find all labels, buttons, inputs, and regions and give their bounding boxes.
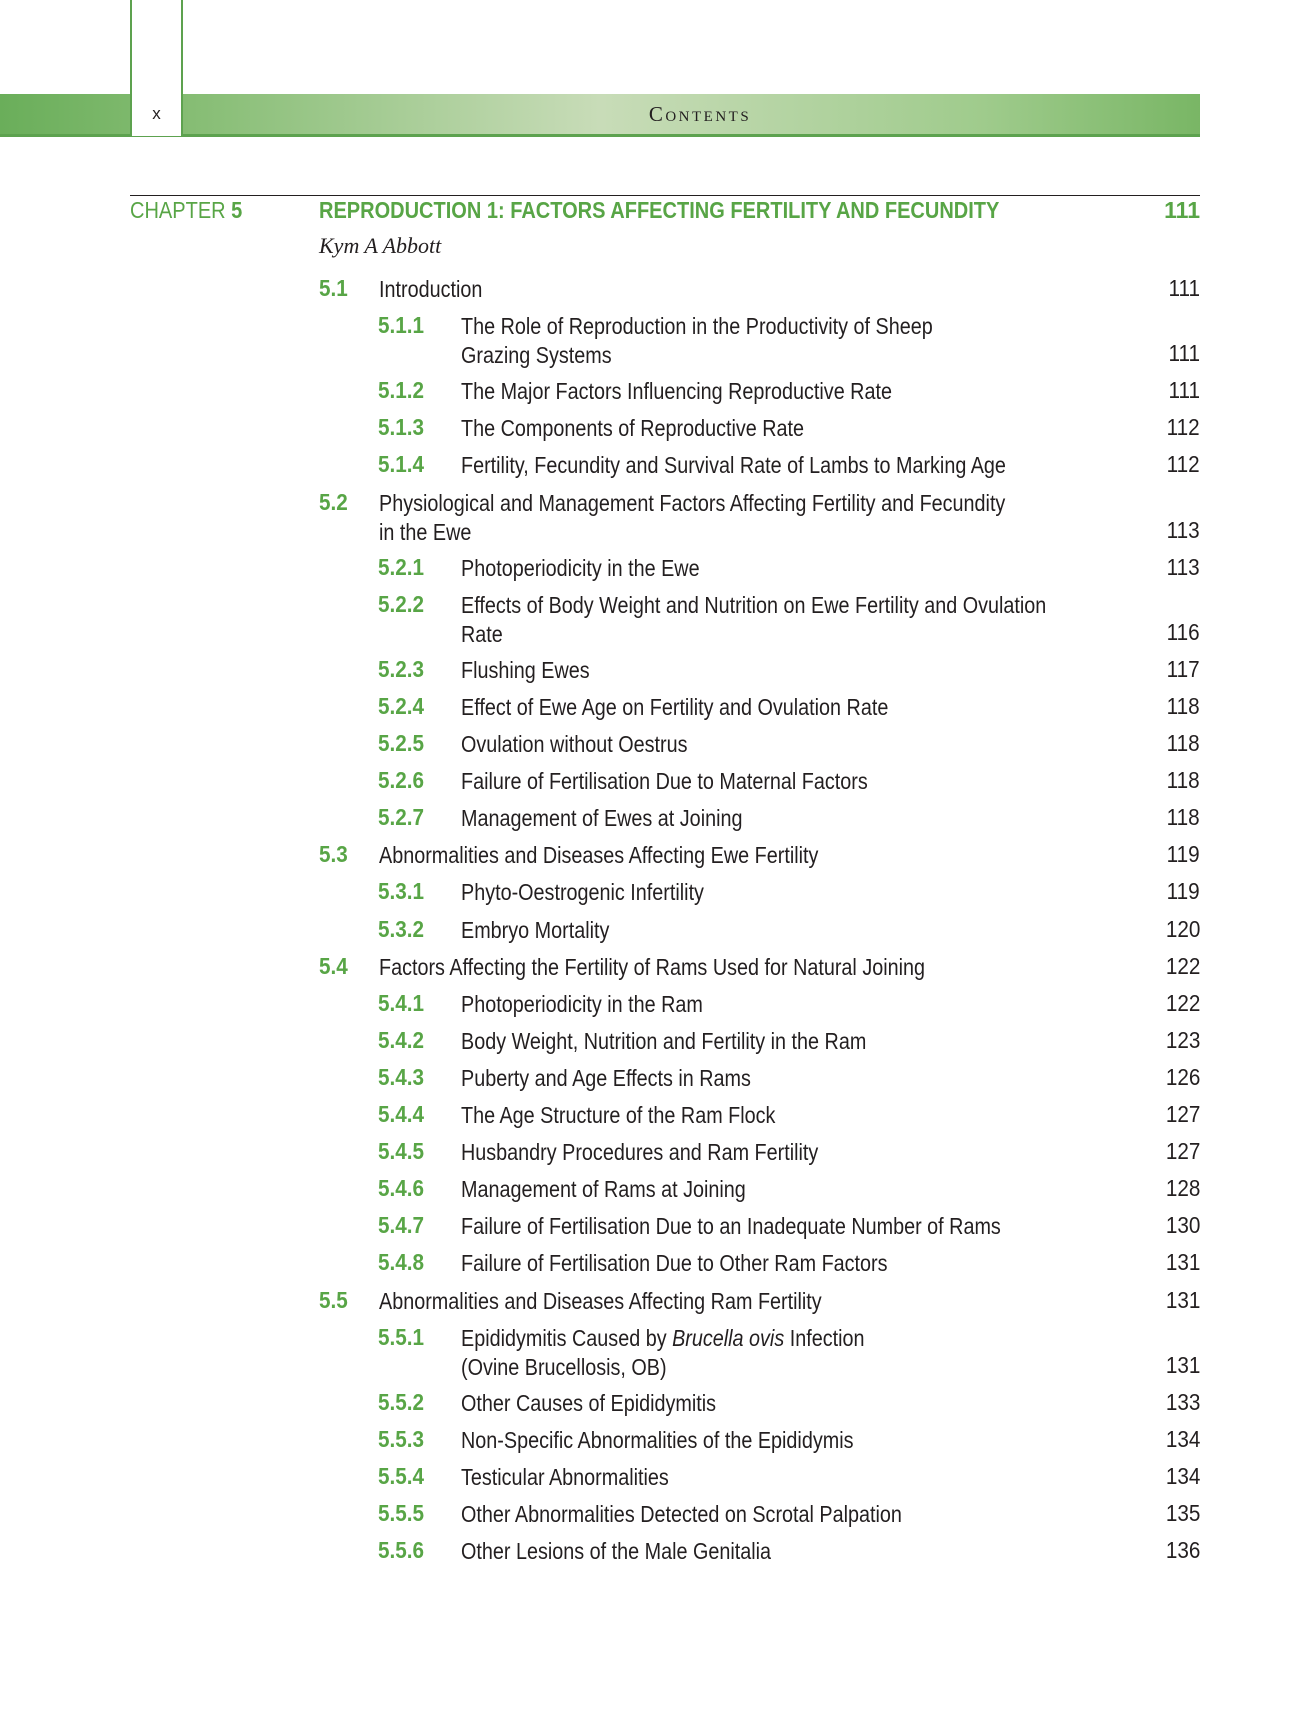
toc-entry-page: 116: [1166, 618, 1200, 645]
toc-entry-title: [461, 312, 933, 370]
toc-entry-number: 5.2.2: [378, 590, 425, 617]
toc-entry-number: 5.4.6: [378, 1175, 425, 1202]
toc-entry-page: 118: [1166, 804, 1200, 831]
toc-entry-number: 5.4.2: [378, 1026, 425, 1053]
toc-entry-title: [461, 1324, 865, 1382]
toc-entry-title-line: Effect of Ewe Age on Fertility and Ovulation Rate: [461, 693, 889, 720]
toc-entry-title-line: (Ovine Brucellosis, OB): [461, 1353, 667, 1380]
toc-entry-title-text: Infection: [784, 1324, 865, 1351]
toc-entry-title-line: Flushing Ewes: [461, 656, 590, 683]
chapter-title[interactable]: REPRODUCTION 1: FACTORS AFFECTING FERTILITY AND FECUNDITY: [319, 197, 1000, 223]
toc-entry-title-line: Embryo Mortality: [461, 916, 610, 943]
toc-entry-number: 5.4.1: [378, 989, 425, 1016]
toc-entry-page: 113: [1166, 516, 1200, 543]
toc-entry-page: 117: [1166, 655, 1200, 682]
toc-entry-number: 5.1.3: [378, 414, 425, 441]
toc-entry-title: [461, 656, 590, 685]
toc-entry-title: [461, 1175, 746, 1204]
toc-entry-page: 112: [1166, 414, 1200, 441]
toc-entry-title-line: Other Causes of Epididymitis: [461, 1389, 717, 1416]
toc-entry-title-line: [461, 1324, 865, 1353]
toc-entry-page: 111: [1168, 377, 1200, 404]
toc-entry-title: [461, 554, 700, 583]
toc-entry-page: 133: [1165, 1388, 1200, 1415]
toc-entry-page: 122: [1165, 952, 1200, 979]
toc-entry-number: 5.4.3: [378, 1063, 425, 1090]
toc-entry-title-line: Body Weight, Nutrition and Fertility in the Ram: [461, 1027, 867, 1054]
chapter-label-text: CHAPTER: [130, 197, 226, 223]
toc-entry-page: 118: [1166, 692, 1200, 719]
toc-entry-title: [461, 730, 687, 759]
toc-entry-title-line: Photoperiodicity in the Ram: [461, 990, 703, 1017]
toc-entry-page: 113: [1166, 553, 1200, 580]
toc-entry-number: 5.2: [319, 488, 348, 515]
toc-entry-title-line: The Components of Reproductive Rate: [461, 415, 805, 442]
toc-entry-page: 130: [1165, 1212, 1200, 1239]
toc-entry-number: 5.1: [319, 275, 348, 301]
toc-entry-page: 127: [1165, 1101, 1200, 1127]
toc-entry-page: 127: [1165, 1138, 1200, 1165]
toc-entry-page: 135: [1165, 1500, 1200, 1526]
chapter-number: 5: [231, 197, 243, 223]
toc-entry-title: [379, 953, 925, 982]
toc-entry-page: 131: [1165, 1249, 1200, 1276]
toc-entry-number: 5.2.7: [378, 804, 425, 831]
toc-entry-title: [379, 841, 818, 870]
toc-entry-title-line: Testicular Abnormalities: [461, 1463, 669, 1490]
toc-entry-title: [379, 489, 1005, 547]
toc-entry-number: 5.4: [319, 952, 348, 979]
toc-entry-title-line: Husbandry Procedures and Ram Fertility: [461, 1139, 819, 1166]
toc-entry-page: 118: [1166, 767, 1200, 794]
toc-entry-title-line: Photoperiodicity in the Ewe: [461, 554, 700, 581]
toc-entry-title-line: The Major Factors Influencing Reproductive Rate: [461, 378, 892, 405]
toc-entry-title: [461, 591, 1046, 649]
toc-entry-title: [461, 1138, 818, 1167]
toc-entry-title-line: Abnormalities and Diseases Affecting Ram Fertility: [379, 1287, 822, 1314]
toc-entry-number: 5.2.5: [378, 730, 425, 756]
toc-entry-title-line: Fertility, Fecundity and Survival Rate of Lambs to Marking Age: [461, 452, 1006, 479]
toc-entry-title: [461, 414, 804, 443]
toc-entry-title-line: Ovulation without Oestrus: [461, 731, 688, 757]
toc-entry-title: [461, 1249, 888, 1278]
toc-entry-number: 5.5.4: [378, 1462, 425, 1489]
toc-entry-number: 5.5.6: [378, 1537, 425, 1564]
toc-entry-number: 5.5: [319, 1286, 348, 1313]
toc-entry-page: 119: [1166, 878, 1200, 905]
toc-entry-title: [461, 1426, 853, 1455]
chapter-page-number: 111: [1164, 197, 1200, 223]
toc-entry-page: 111: [1168, 340, 1200, 367]
toc-entry-number: 5.2.3: [378, 655, 425, 682]
toc-entry-number: 5.3.2: [378, 915, 425, 942]
toc-entry-page: 123: [1165, 1026, 1200, 1053]
toc-entry-title-line: in the Ewe: [379, 518, 472, 545]
toc-entry-title: [461, 377, 892, 406]
toc-entry-number: 5.5.2: [378, 1388, 425, 1415]
toc-entry-title-line: Failure of Fertilisation Due to an Inadequate Number of Rams: [461, 1213, 1001, 1240]
toc-entry-title: [379, 1287, 822, 1316]
toc-entry-title-line: Failure of Fertilisation Due to Other Ram Factors: [461, 1250, 888, 1277]
toc-entry-page: 131: [1165, 1351, 1200, 1378]
toc-entry-title-line: Introduction: [379, 276, 483, 302]
toc-entry-title: [461, 1389, 716, 1418]
toc-entry-title-line: Failure of Fertilisation Due to Maternal Factors: [461, 768, 868, 795]
toc-entry-number: 5.4.4: [378, 1101, 425, 1127]
toc-entry-title: [461, 804, 742, 833]
toc-entry-page: 119: [1166, 841, 1200, 868]
toc-entry-page: 120: [1165, 915, 1200, 942]
toc-entry-number: 5.1.1: [378, 312, 425, 339]
toc-entry-number: 5.5.1: [378, 1323, 425, 1350]
toc-entry-number: 5.4.5: [378, 1138, 425, 1165]
toc-entry-page: 136: [1165, 1537, 1200, 1564]
toc-entry-title-italic: Brucella ovis: [672, 1324, 785, 1351]
toc-entry-number: 5.1.2: [378, 377, 425, 404]
toc-entry-title-line: Puberty and Age Effects in Rams: [461, 1064, 751, 1091]
toc-entry-title-line: Factors Affecting the Fertility of Rams Used for Natural Joining: [379, 953, 926, 980]
toc-entry-title: [461, 916, 609, 945]
toc-entry-title-line: The Role of Reproduction in the Productivity of Sheep: [461, 313, 933, 340]
toc-entry-page: 128: [1165, 1175, 1200, 1202]
toc-entry-title-text: Epididymitis Caused by: [461, 1324, 673, 1351]
toc-entry-number: 5.2.6: [378, 767, 425, 794]
toc-entry-page: 122: [1165, 989, 1200, 1016]
toc-entry-page: 111: [1168, 275, 1200, 301]
toc-entry-title: [461, 1027, 866, 1056]
page-number: x: [152, 104, 161, 123]
toc-entry-page: 131: [1165, 1286, 1200, 1313]
toc-entry-number: 5.5.3: [378, 1425, 425, 1452]
toc-entry-number: 5.2.4: [378, 692, 425, 719]
toc-entry-title-line: Management of Ewes at Joining: [461, 805, 743, 832]
toc-entry-title-line: Management of Rams at Joining: [461, 1176, 746, 1203]
toc-entry-title: [461, 693, 888, 722]
toc-entry-title: [461, 1537, 771, 1566]
running-head: Contents: [648, 102, 752, 126]
toc-entry-number: 5.2.1: [378, 553, 425, 580]
toc-entry-title-line: Rate: [461, 620, 503, 647]
toc-entry-title: [461, 990, 703, 1019]
toc-entry-title-line: Phyto-Oestrogenic Infertility: [461, 879, 704, 906]
toc-entry-title-line: Non-Specific Abnormalities of the Epididymis: [461, 1426, 854, 1453]
toc-entry-page: 134: [1165, 1462, 1200, 1489]
toc-entry-number: 5.5.5: [378, 1500, 425, 1526]
toc-entry-title-line: Other Lesions of the Male Genitalia: [461, 1538, 772, 1565]
toc-entry-number: 5.4.8: [378, 1249, 425, 1276]
toc-entry-page: 126: [1165, 1063, 1200, 1090]
toc-entry-title-line: Physiological and Management Factors Affecting Fertility and Fecundity: [379, 489, 1006, 516]
toc-entry-title-line: The Age Structure of the Ram Flock: [461, 1102, 776, 1128]
toc-entry-number: 5.3: [319, 841, 348, 868]
toc-entry-title: [461, 1064, 751, 1093]
toc-entry-number: 5.4.7: [378, 1212, 425, 1239]
toc-entry-page: 134: [1165, 1425, 1200, 1452]
toc-entry-title: [461, 767, 868, 796]
toc-entry-title: [461, 1101, 775, 1130]
toc-entry-title-line: Other Abnormalities Detected on Scrotal Palpation: [461, 1501, 902, 1527]
toc-entry-title: [461, 878, 704, 907]
toc-entry-title: [461, 1463, 669, 1492]
toc-entry-title-line: Abnormalities and Diseases Affecting Ewe Fertility: [379, 842, 819, 869]
toc-entry-title-line: Grazing Systems: [461, 342, 612, 369]
chapter-author: Kym A Abbott: [319, 233, 442, 258]
toc-entry-title: [461, 451, 1006, 480]
toc-entry-page: 118: [1166, 730, 1200, 756]
toc-entry-page: 112: [1166, 451, 1200, 478]
toc-entry-title: [461, 1212, 1001, 1241]
toc-entry-number: 5.1.4: [378, 451, 425, 478]
toc-entry-number: 5.3.1: [378, 878, 425, 905]
toc-entry-title: [461, 1500, 902, 1529]
toc-entry-title-line: Effects of Body Weight and Nutrition on Ewe Fertility and Ovulation: [461, 591, 1047, 618]
toc-entry-title: [379, 275, 482, 304]
